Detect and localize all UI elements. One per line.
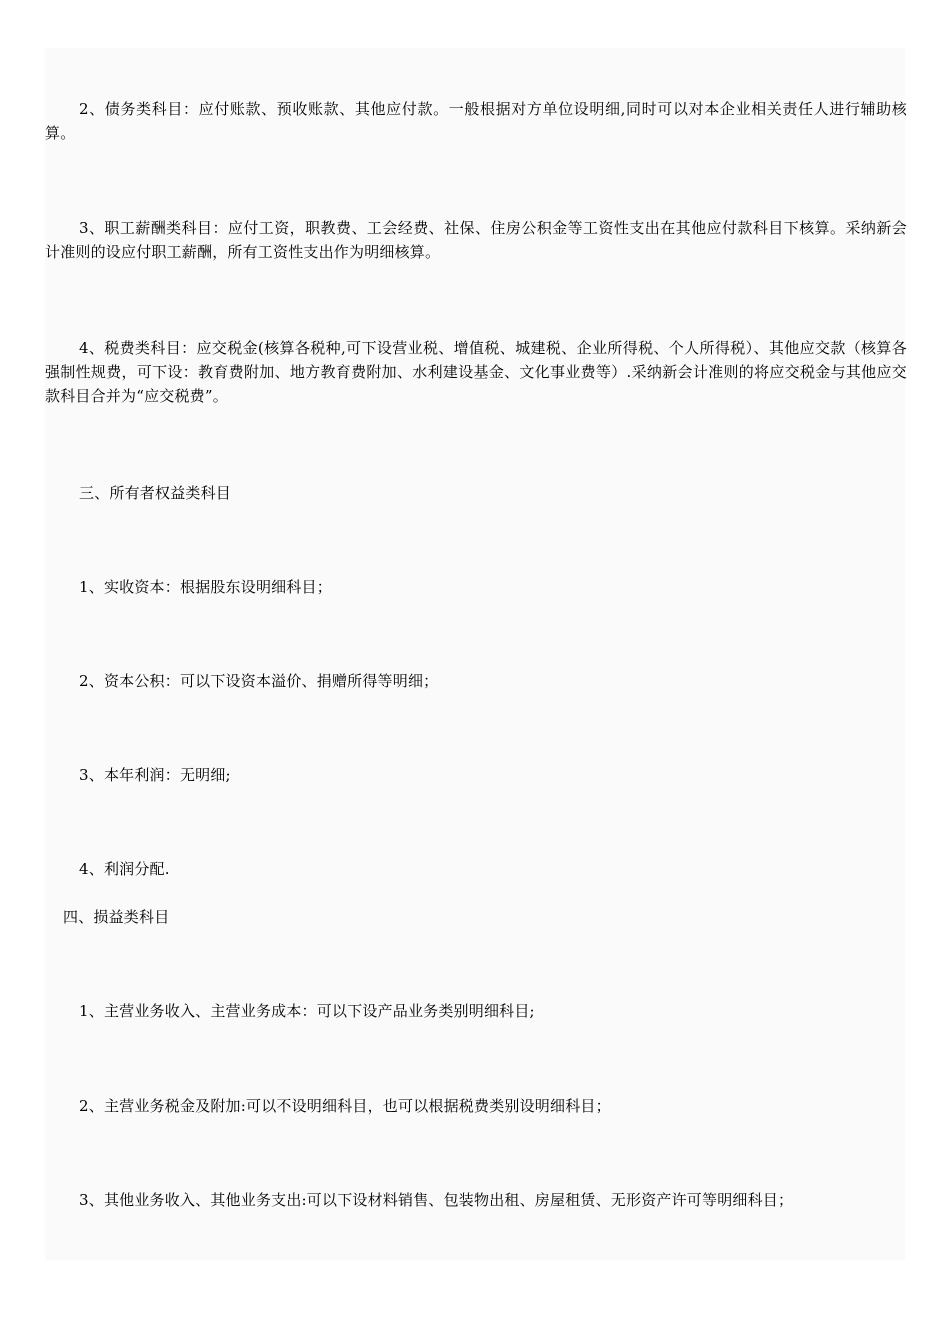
paragraph-debt-accounts: 2、债务类科目：应付账款、预收账款、其他应付款。一般根据对方单位设明细,同时可以对本企业相关责任人进行辅助核算。 (45, 100, 907, 142)
paragraph-capital-reserve: 2、资本公积：可以下设资本溢价、捐赠所得等明细； (79, 672, 439, 690)
paragraph-other-business: 3、其他业务收入、其他业务支出:可以下设材料销售、包装物出租、房屋租赁、无形资产许可等明细科目； (79, 1191, 794, 1209)
paragraph-business-tax: 2、主营业务税金及附加:可以不设明细科目，也可以根据税费类别设明细科目； (79, 1097, 611, 1115)
paragraph-current-year-profit: 3、本年利润：无明细; (79, 766, 231, 784)
paragraph-payroll-accounts: 3、职工薪酬类科目：应付工资，职教费、工会经费、社保、住房公积金等工资性支出在其他应付款科目下核算。采纳新会计准则的设应付职工薪酬，所有工资性支出作为明细核算。 (45, 219, 907, 261)
heading-profit-loss: 四、损益类科目 (63, 908, 170, 926)
paragraph-profit-distribution: 4、利润分配. (79, 860, 170, 878)
heading-owners-equity: 三、所有者权益类科目 (79, 484, 232, 502)
paragraph-tax-accounts: 4、税费类科目：应交税金(核算各税种,可下设营业税、增值税、城建税、企业所得税、个人所得税）、其他应交款（核算各强制性规费，可下设：教育费附加、地方教育费附加、水利建设基金、文化事业费等）.采纳新会计准则的将应交税金与其他应交款科目合并为“应交税费”。 (45, 339, 907, 405)
paragraph-paid-in-capital: 1、实收资本：根据股东设明细科目； (79, 578, 332, 596)
paragraph-main-business: 1、主营业务收入、主营业务成本：可以下设产品业务类别明细科目; (79, 1002, 535, 1020)
